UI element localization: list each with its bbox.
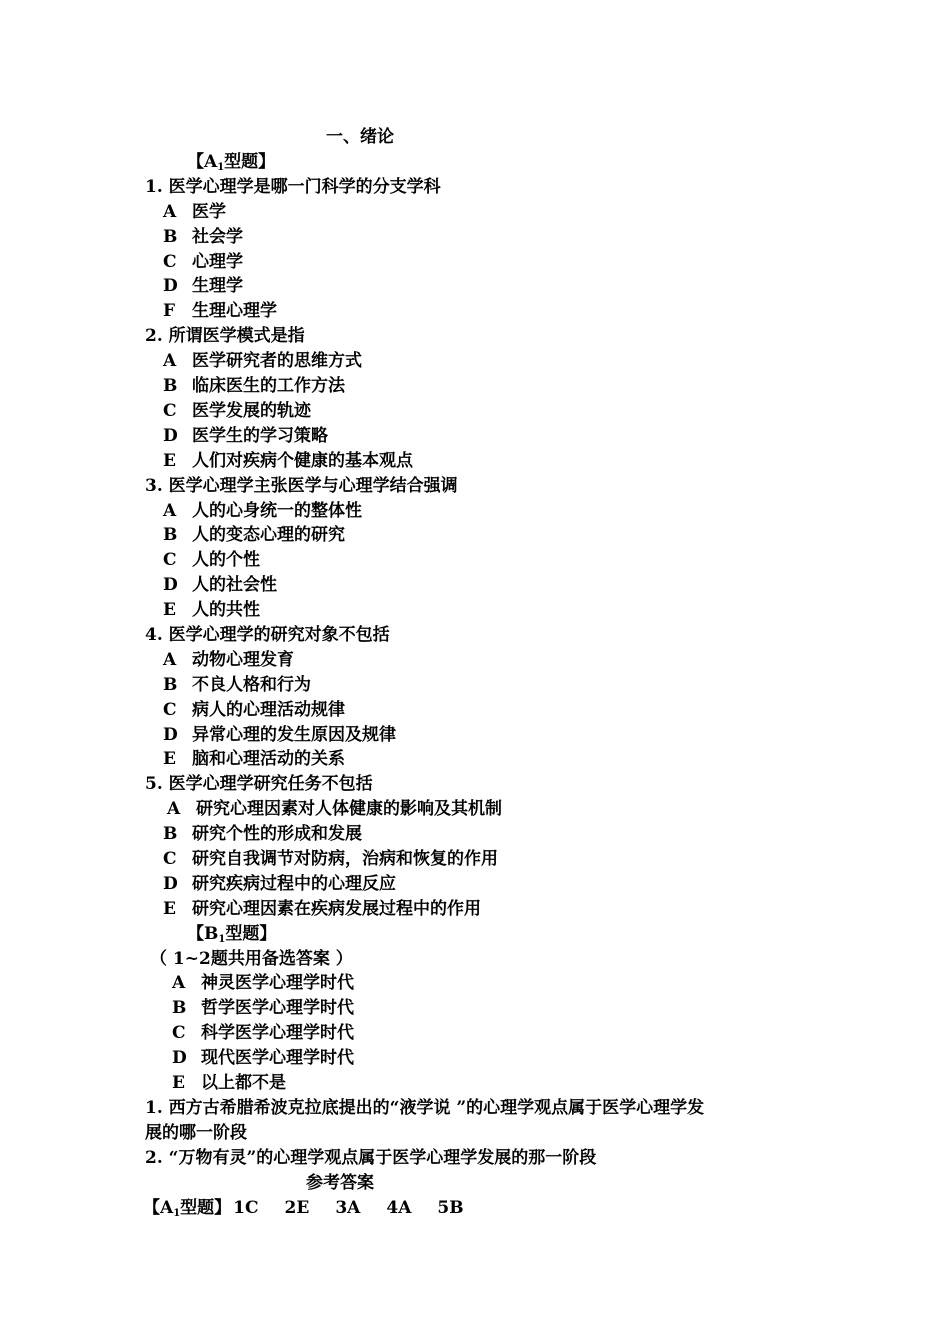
option: A 研究心理因素对人体健康的影响及其机制 bbox=[167, 799, 502, 819]
option: D 异常心理的发生原因及规律 bbox=[163, 725, 396, 745]
option: B 临床医生的工作方法 bbox=[163, 376, 345, 396]
option: C 心理学 bbox=[163, 252, 243, 272]
answers-line bbox=[143, 1197, 464, 1225]
option: E 研究心理因素在疾病发展过程中的作用 bbox=[163, 899, 481, 919]
answer-item: 4A bbox=[386, 1198, 412, 1218]
option: D 研究疾病过程中的心理反应 bbox=[163, 874, 396, 894]
question-stem: 2. 所谓医学模式是指 bbox=[145, 326, 305, 346]
option: B 哲学医学心理学时代 bbox=[172, 998, 354, 1018]
b1-question-2: 2. “万物有灵”的心理学观点属于医学心理学发展的那一阶段 bbox=[145, 1148, 597, 1168]
option: B 研究个性的形成和发展 bbox=[163, 824, 362, 844]
b1-question-1-cont: 展的哪一阶段 bbox=[145, 1123, 247, 1143]
option: D 生理学 bbox=[163, 276, 243, 296]
b1-question-1: 1. 西方古希腊希波克拉底提出的“液学说 ”的心理学观点属于医学心理学发 bbox=[145, 1098, 705, 1118]
question-stem: 5. 医学心理学研究任务不包括 bbox=[145, 774, 373, 794]
answer-item: 5B bbox=[437, 1198, 464, 1218]
option: E 人的共性 bbox=[163, 600, 260, 620]
answers-label: 【$A_1$型题】 bbox=[143, 1198, 232, 1219]
answer-item: 3A bbox=[335, 1198, 361, 1218]
option: C 医学发展的轨迹 bbox=[163, 401, 311, 421]
option: E 人们对疾病个健康的基本观点 bbox=[163, 451, 413, 471]
option: C 科学医学心理学时代 bbox=[172, 1023, 354, 1043]
option: C 病人的心理活动规律 bbox=[163, 700, 345, 720]
option: B 不良人格和行为 bbox=[163, 675, 311, 695]
option: A 医学研究者的思维方式 bbox=[163, 351, 362, 371]
question-stem: 1. 医学心理学是哪一门科学的分支学科 bbox=[145, 177, 441, 197]
option: C 研究自我调节对防病，治病和恢复的作用 bbox=[163, 849, 498, 869]
question-stem: 4. 医学心理学的研究对象不包括 bbox=[145, 625, 390, 645]
a1-section-header: 【$A_1$型题】 bbox=[187, 152, 276, 173]
question-stem: 3. 医学心理学主张医学与心理学结合强调 bbox=[145, 476, 458, 496]
option: E 以上都不是 bbox=[172, 1073, 286, 1093]
chapter-title: 一、绪论 bbox=[326, 127, 394, 147]
answer-item: 1C bbox=[233, 1198, 259, 1218]
option: A 动物心理发育 bbox=[163, 650, 294, 670]
option: A 人的心身统一的整体性 bbox=[163, 501, 362, 521]
answer-item: 2E bbox=[284, 1198, 310, 1218]
option: C 人的个性 bbox=[163, 550, 260, 570]
option: D 现代医学心理学时代 bbox=[172, 1048, 354, 1068]
option: D 医学生的学习策略 bbox=[163, 426, 328, 446]
shared-options-note: （ 1~2题共用备选答案 ） bbox=[150, 949, 353, 969]
option: B 社会学 bbox=[163, 227, 243, 247]
option: E 脑和心理活动的关系 bbox=[163, 749, 345, 769]
answers-title: 参考答案 bbox=[306, 1173, 374, 1193]
option: B 人的变态心理的研究 bbox=[163, 525, 345, 545]
b1-section-header: 【$B_1$型题】 bbox=[187, 924, 277, 945]
option: A 神灵医学心理学时代 bbox=[172, 973, 354, 993]
option: A 医学 bbox=[163, 202, 226, 222]
option: F 生理心理学 bbox=[163, 301, 277, 321]
option: D 人的社会性 bbox=[163, 575, 277, 595]
